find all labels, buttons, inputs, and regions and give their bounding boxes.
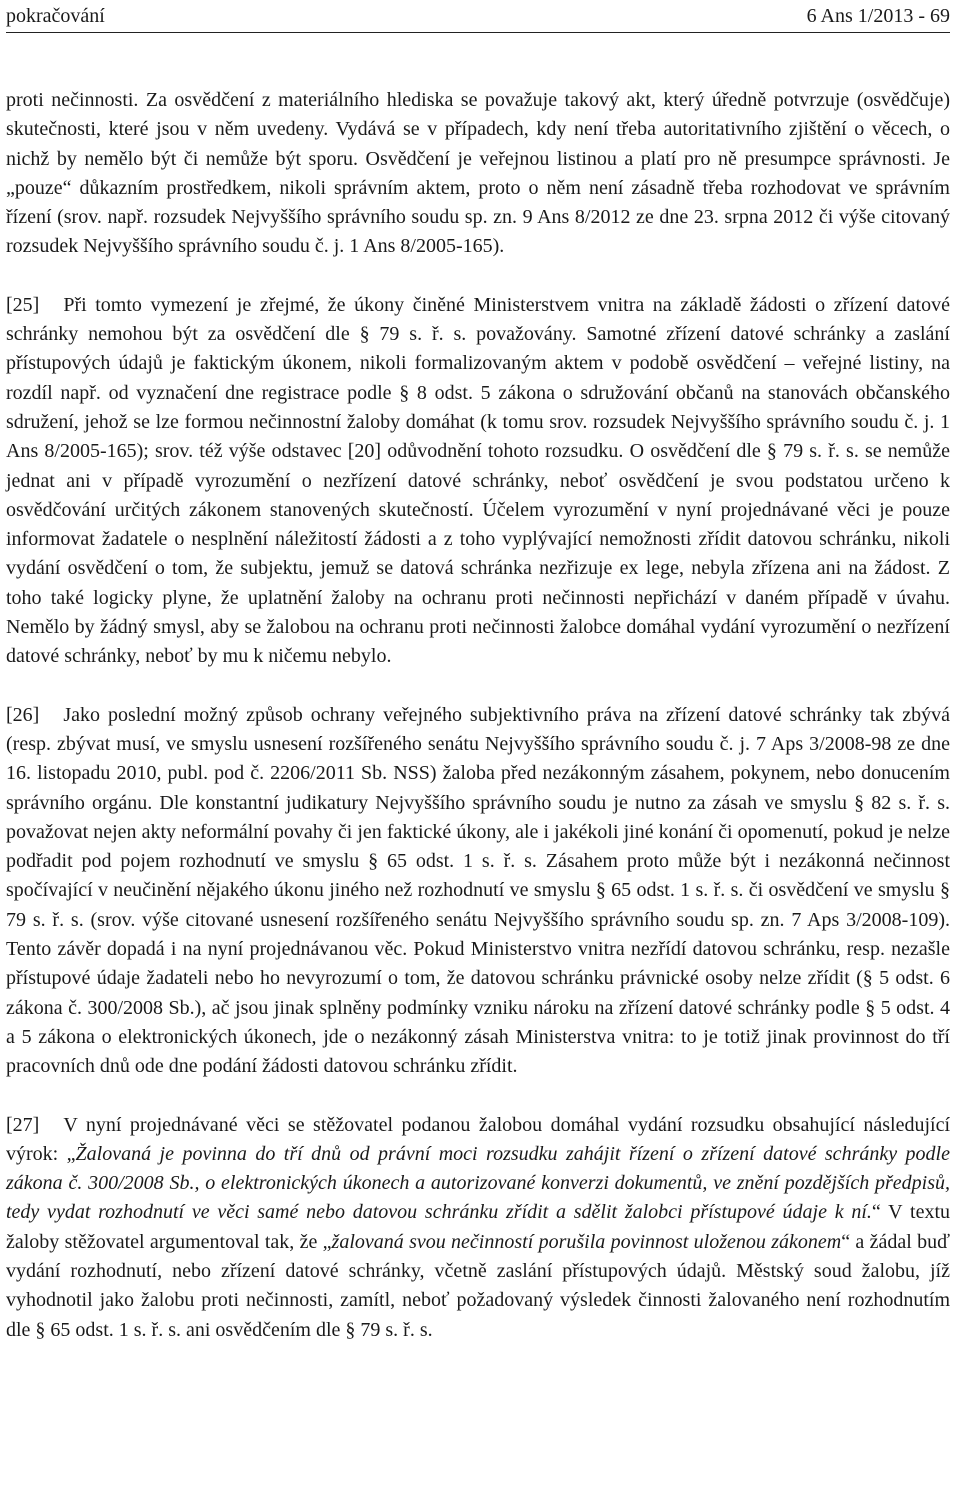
paragraph-number: [27] — [6, 1113, 40, 1136]
paragraph-text-after: “ a žádal buď vydání rozhodnutí, nebo zřízení datové schránky, včetně zaslání přístupových údajů. Městský soud žalobu, jíž vyhodnotil jako žalobu proti nečinnosti, zamítl, neboť požadovaný výsledek činnosti žalovaného není rozhodnutím dle § 65 odst. 1 s. ř. s. ani osvědčením dle § 79 s. ř. s. — [6, 1230, 951, 1341]
paragraph-25 — [6, 291, 950, 672]
header-continuation-label: pokračování — [6, 5, 105, 27]
paragraph-26 — [6, 701, 950, 1082]
paragraph-continuation — [6, 86, 950, 262]
paragraph-text-middle: “ V textu žaloby stěžovatel argumentoval tak, že „ — [6, 1201, 950, 1253]
paragraph-27 — [6, 1111, 950, 1345]
document-body — [6, 86, 950, 1345]
paragraph-text-before: V nyní projednávané věci se stěžovatel podanou žalobou domáhal vydání rozsudku obsahující následující výrok: „ — [6, 1113, 950, 1165]
page-header — [6, 0, 950, 33]
paragraph-number: [26] — [6, 703, 40, 726]
quoted-claim: žalovaná svou nečinností porušila povinnost uloženou zákonem — [331, 1230, 842, 1253]
header-case-number: 6 Ans 1/2013 - 69 — [806, 5, 950, 27]
quoted-verdict: Žalovaná je povinna do tří dnů od právní moci rozsudku zahájit řízení o zřízení datové schránky podle zákona č. 300/2008 Sb., o elektronických úkonech a autorizované konverzi dokumentů, ve znění pozdějších předpisů, tedy vydat rozhodnutí ve věci samé nebo datovou schránku zřídit a sdělit žalobci přístupové údaje k ní. — [6, 1142, 950, 1224]
paragraph-text: Jako poslední možný způsob ochrany veřejného subjektivního práva na zřízení datové schránky tak zbývá (resp. zbývat musí, ve smyslu usnesení rozšířeného senátu Nejvyššího správního soudu č. j. 7 Aps 3/2008-98 ze dne 16. listopadu 2010, publ. pod č. 2206/2011 Sb. NSS) žaloba před nezákonným zásahem, pokynem, nebo donucením správního orgánu. Dle konstantní judikatury Nejvyššího správního soudu je nutno za zásah ve smyslu § 82 s. ř. s. považovat nejen akty neformální povahy či jen faktické úkony, ale i jakékoli jiné konání či opomenutí, pokud je nelze podřadit pod pojem rozhodnutí ve smyslu § 65 odst. 1 s. ř. s. Zásahem proto může být i nezákonná nečinnost spočívající v neučinění nějakého úkonu jiného než rozhodnutí ve smyslu § 65 odst. 1 s. ř. s. či osvědčení ve smyslu § 79 s. ř. s. (srov. výše citované usnesení rozšířeného senátu Nejvyššího správního soudu sp. zn. 7 Aps 3/2008-109). Tento závěr dopadá i na nyní projednávanou věc. Pokud Ministerstvo vnitra nezřídí datovou schránku, resp. nezašle přístupové údaje žadateli nebo ho nevyrozumí o tom, že datovou schránku právnické osoby nelze zřídit (§ 5 odst. 6 zákona č. 300/2008 Sb.), ač jsou jinak splněny podmínky vzniku nároku na zřízení datové schránky podle § 5 odst. 4 a 5 zákona o elektronických úkonech, jde o nezákonný zásah Ministerstva vnitra: to je totiž jinak provinnost do tří pracovních dnů ode dne podání žádosti datovou schránku zřídit. — [6, 703, 950, 1078]
paragraph-text: Při tomto vymezení je zřejmé, že úkony činěné Ministerstvem vnitra na základě žádosti o zřízení datové schránky nemohou být za osvědčení dle § 79 s. ř. s. považovány. Samotné zřízení datové schránky a zaslání přístupových údajů je faktickým úkonem, nikoli formalizovaným aktem v podobě osvědčení – veřejné listiny, na rozdíl např. od vyznačení dne registrace podle § 8 odst. 5 zákona o sdružování občanů na stanovách občanského sdružení, jehož se lze formou nečinnostní žaloby domáhat (k tomu srov. rozsudek Nejvyššího správního soudu č. j. 1 Ans 8/2005-165); srov. též výše odstavec [20] odůvodnění tohoto rozsudku. O osvědčení dle § 79 s. ř. s. se nemůže jednat ani v případě vyrozumění o nezřízení datové schránky, neboť osvědčení je svou podstatou určeno k osvědčování určitých zákonem stanovených skutečností. Účelem vyrozumění v nyní projednávané věci je pouze informovat žadatele o nesplnění náležitostí žádosti a z toho vyplývající nemožnosti zřídit datovou schránku, nikoli vydání osvědčení o tom, že subjektu, jemuž se datová schránka nezřizuje ex lege, nebyla zřízena ani na žádost. Z toho také logicky plyne, že uplatnění žaloby na ochranu proti nečinnosti nepřichází v daném případě v úvahu. Nemělo by žádný smysl, aby se žalobou na ochranu proti nečinnosti žalobce domáhal vydání vyrozumění o nezřízení datové schránky, neboť by mu k ničemu nebylo. — [6, 293, 950, 668]
paragraph-text: proti nečinnosti. Za osvědčení z materiálního hlediska se považuje takový akt, který úředně potvrzuje (osvědčuje) skutečnosti, které jsou v něm uvedeny. Vydává se v případech, kdy není třeba autoritativního zjištění o věcech, o nichž by nemělo být či nemůže být sporu. Osvědčení je veřejnou listinou a platí pro ně presumpce správnosti. Je „pouze“ důkazním prostředkem, nikoli správním aktem, proto o něm není zásadně třeba rozhodovat ve správním řízení (srov. např. rozsudek Nejvyššího správního soudu sp. zn. 9 Ans 8/2012 ze dne 23. srpna 2012 či výše citovaný rozsudek Nejvyššího správního soudu č. j. 1 Ans 8/2005-165). — [6, 89, 950, 258]
paragraph-number: [25] — [6, 293, 40, 316]
